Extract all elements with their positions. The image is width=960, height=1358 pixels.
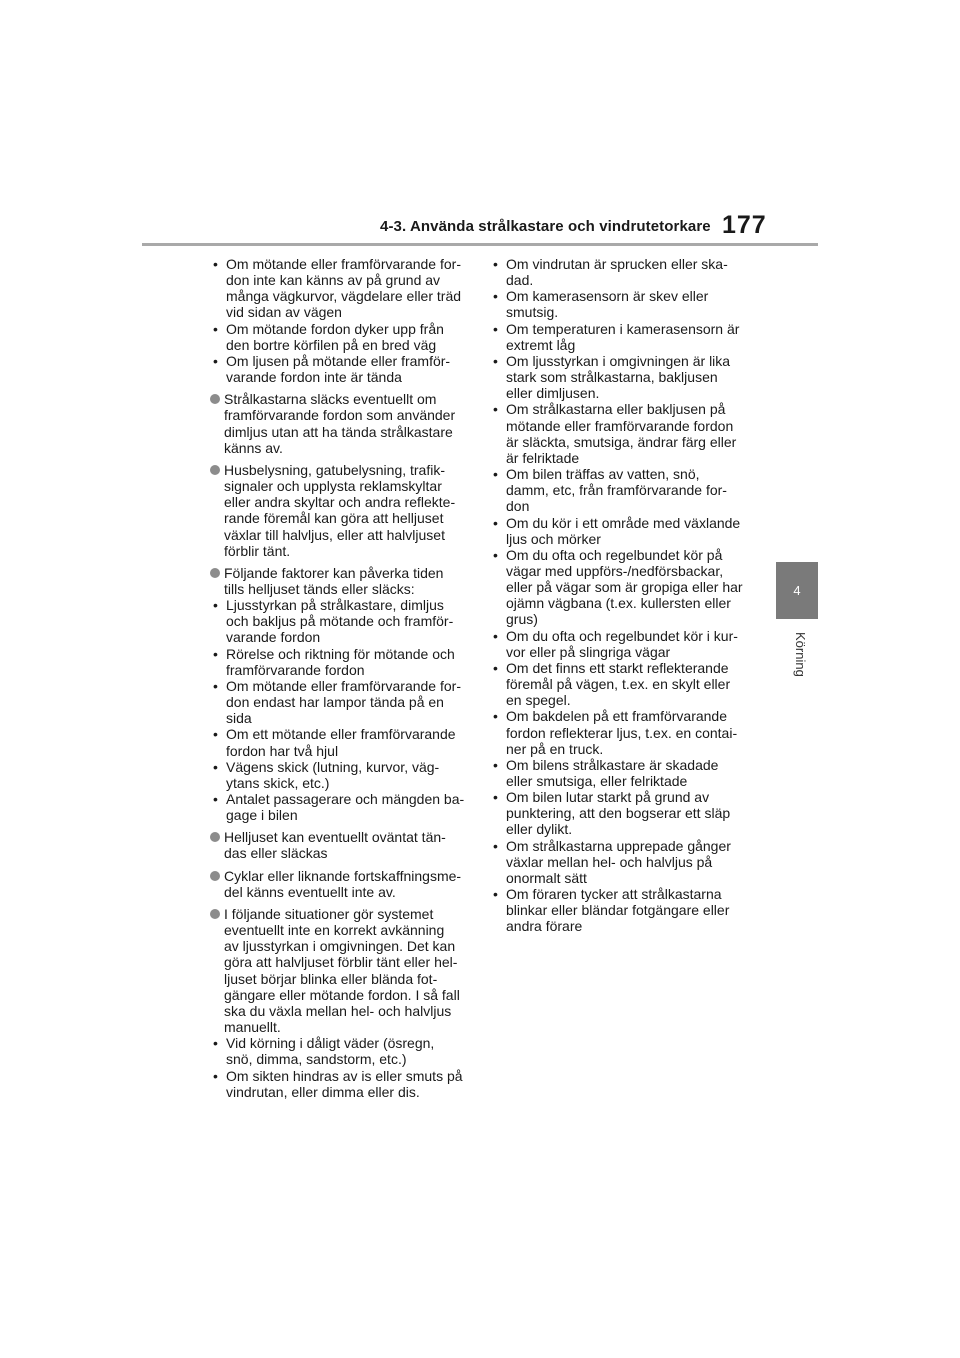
header-divider bbox=[142, 243, 818, 246]
paragraph-block bbox=[210, 462, 472, 559]
list-item: • Vägens skick (lutning, kurvor, väg- ytans skick, etc.) bbox=[210, 759, 472, 791]
paragraph-text: Strålkastarna släcks eventuellt om framförvarande fordon som använder dimljus utan att ha tända strålkastare känns av. bbox=[224, 391, 456, 456]
paragraph bbox=[210, 462, 472, 559]
list-item: • Om vindrutan är sprucken eller ska- dad. bbox=[490, 256, 752, 288]
list-item: • Vid körning i dåligt väder (ösregn, snö, dimma, sandstorm, etc.) bbox=[210, 1035, 472, 1067]
paragraph-block bbox=[210, 906, 472, 1100]
paragraph-text: Helljuset kan eventuellt oväntat tän- das eller släckas bbox=[224, 829, 446, 862]
list-item: • Om strålkastarna eller bakljusen på mötande eller framförvarande fordon är släckta, smutsiga, ändrar färg eller är felriktade bbox=[490, 401, 752, 466]
section-header-title: 4-3. Använda strålkastare och vindrutetorkare bbox=[380, 218, 711, 235]
chapter-number: 4 bbox=[793, 583, 801, 598]
list-item: • Om mötande eller framförvarande for- don endast har lampor tända på en sida bbox=[210, 678, 472, 726]
list-item: • Om bilens strålkastare är skadade eller smutsiga, eller felriktade bbox=[490, 757, 752, 789]
paragraph bbox=[210, 829, 472, 861]
circle-bullet-icon bbox=[210, 832, 220, 842]
circle-bullet-icon bbox=[210, 394, 220, 404]
list-item: • Ljusstyrkan på strålkastare, dimljus och bakljus på mötande och framför- varande fordon bbox=[210, 597, 472, 645]
right-column bbox=[490, 256, 752, 935]
circle-bullet-icon bbox=[210, 465, 220, 475]
list-item: • Rörelse och riktning för mötande och framförvarande fordon bbox=[210, 646, 472, 678]
list-item: • Om du kör i ett område med växlande ljus och mörker bbox=[490, 515, 752, 547]
list-item: • Om ljusen på mötande eller framför- varande fordon inte är tända bbox=[210, 353, 472, 385]
list-item: • Om du ofta och regelbundet kör i kur- vor eller på slingriga vägar bbox=[490, 628, 752, 660]
list-item: • Om det finns ett starkt reflekterande föremål på vägen, t.ex. en skylt eller en spegel. bbox=[490, 660, 752, 708]
list-item: • Om bilen lutar starkt på grund av punktering, att den bogserar ett släp eller dylikt. bbox=[490, 789, 752, 837]
list-item: • Om kamerasensorn är skev eller smutsig. bbox=[490, 288, 752, 320]
circle-bullet-icon bbox=[210, 568, 220, 578]
chapter-label: Körning bbox=[793, 632, 808, 677]
circle-bullet-icon bbox=[210, 909, 220, 919]
list-item: • Om sikten hindras av is eller smuts på vindrutan, eller dimma eller dis. bbox=[210, 1068, 472, 1100]
chapter-tab bbox=[776, 562, 818, 619]
list-item: • Om mötande eller framförvarande for- don inte kan känns av på grund av många vägkurvor, vägdelare eller träd vid sidan av vägen bbox=[210, 256, 472, 321]
list-item: • Om ett mötande eller framförvarande fordon har två hjul bbox=[210, 726, 472, 758]
paragraph-block bbox=[210, 829, 472, 861]
list-item: • Om bilen träffas av vatten, snö, damm, etc, från framförvarande for- don bbox=[490, 466, 752, 514]
paragraph bbox=[210, 565, 472, 597]
list-item: • Om du ofta och regelbundet kör på vägar med uppförs-/nedförsbackar, eller på vägar som är gropiga eller har ojämn vägbana (t.ex. kullersten eller grus) bbox=[490, 547, 752, 628]
intro-list bbox=[210, 256, 472, 385]
paragraph-text: Cyklar eller liknande fortskaffningsme- del känns eventuellt inte av. bbox=[224, 867, 462, 900]
paragraph-block bbox=[210, 565, 472, 824]
paragraph-block bbox=[210, 868, 472, 900]
page-number: 177 bbox=[722, 211, 767, 239]
list-item: • Om strålkastarna upprepade gånger växlar mellan hel- och halvljus på onormalt sätt bbox=[490, 838, 752, 886]
left-column bbox=[210, 256, 472, 1100]
list-item: • Om temperaturen i kamerasensorn är extremt låg bbox=[490, 321, 752, 353]
paragraph-block bbox=[210, 391, 472, 456]
paragraph-text: Följande faktorer kan påverka tiden tills helljuset tänds eller släcks: bbox=[224, 564, 444, 597]
list-item: • Om föraren tycker att strålkastarna blinkar eller bländar fotgängare eller andra förare bbox=[490, 886, 752, 934]
paragraph bbox=[210, 391, 472, 456]
circle-bullet-icon bbox=[210, 871, 220, 881]
list-item: • Om bakdelen på ett framförvarande fordon reflekterar ljus, t.ex. en contai- ner på en truck. bbox=[490, 708, 752, 756]
paragraph bbox=[210, 868, 472, 900]
paragraph bbox=[210, 906, 472, 1035]
paragraph-text: Husbelysning, gatubelysning, trafik- signaler och upplysta reklamskyltar eller andra skyltar och andra reflekte- rande föremål kan göra att helljuset växlar till halvljus, eller att halvljuset förblir tänt. bbox=[224, 461, 456, 559]
list-item: • Om ljusstyrkan i omgivningen är lika stark som strålkastarna, bakljusen eller dimljusen. bbox=[490, 353, 752, 401]
list-item: • Antalet passagerare och mängden ba- gage i bilen bbox=[210, 791, 472, 823]
paragraph-text: I följande situationer gör systemet eventuellt inte en korrekt avkänning av ljusstyrkan i omgivningen. Det kan göra att halvljuset förblir tänt eller hel- ljuset börjar blinka eller blända fot- gängare eller mötande fordon. I så fall ska du växla mellan hel- och halvljus manuellt. bbox=[224, 905, 460, 1036]
list-item: • Om mötande fordon dyker upp från den bortre körfilen på en bred väg bbox=[210, 321, 472, 353]
